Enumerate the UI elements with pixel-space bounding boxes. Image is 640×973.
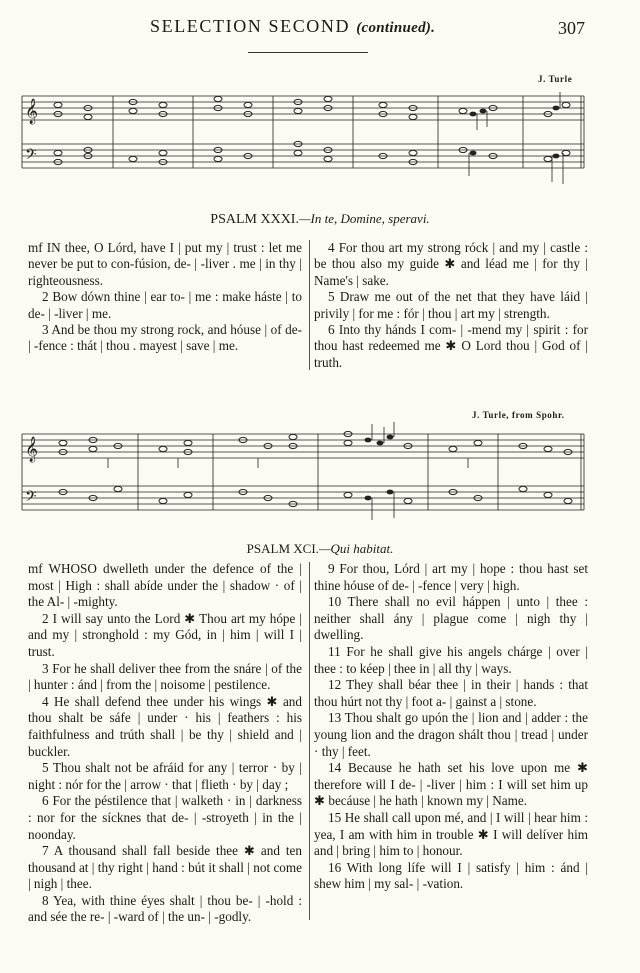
psalm91-verse-13: 13 Thou shalt go upón the | lion and | adder : the young lion and the dragon shált thou | tread | under · thy | feet. — [314, 710, 588, 759]
psalm91-verse-2: 2 I will say unto the Lord ✱ Thou art my hópe | and my | stronghold : my Gód, in | him | will I | trust. — [28, 610, 302, 659]
psalm91-verse-4: 4 He shall defend thee under his wings ✱ and thou shalt be sáfe | under · his | feathers : his faithfulness and trúth shall | be thy | shield and | buckler. — [28, 693, 302, 759]
psalm31-right-column — [314, 240, 588, 371]
psalm91-verse-14: 14 Because he hath set his love upon me ✱ therefore will I de- | -liver | him : I will set him up ✱ becáuse | he hath | known my | Name. — [314, 760, 588, 809]
psalm31-verse-6: 6 Into thy hánds I com- | -mend my | spirit : for thou hast redeemed me ✱ O Lord thou | God of | truth. — [314, 322, 588, 370]
psalm31-verse-3: 3 And be thou my strong rock, and hóuse | of de- | -fence : thát | thou . mayest | save | me. — [28, 322, 302, 354]
psalm31-verse-1: mf IN thee, O Lórd, have I | put my | trust : let me never be put to con-fúsion, de- | -liver . me | in thy | righteousness. — [28, 240, 302, 288]
psalm91-verse-12: 12 They shall béar thee | in their | hands : that thou húrt not thy | foot a- | gainst a | stone. — [314, 677, 588, 709]
psalm91-right-column — [314, 561, 588, 893]
psalm91-verse-1: mf WHOSO dwelleth under the defence of the | most | High : shall abíde under the | shadow · of | the Al- | -mighty. — [28, 561, 302, 610]
page-number: 307 — [558, 18, 585, 38]
psalm91-verse-10: 10 There shall no evil háppen | unto | thee : neither shall ány | plague come | nigh thy | dwelling. — [314, 594, 588, 643]
tune1-music-staff — [18, 86, 588, 190]
psalm31-verse-4: 4 For thou art my strong róck | and my | castle : be thou also my guide ✱ and léad me | for thy | Name's | sake. — [314, 240, 588, 288]
psalm91-verse-15: 15 He shall call upon mé, and | I will | hear him : yea, I am with him in trouble ✱ I will delíver him and | bring | him to | honour. — [314, 809, 588, 859]
psalm91-verse-9: 9 For thou, Lórd | art my | hope : thou hast set thine hóuse of de- | -fence | very | high. — [314, 561, 588, 593]
column-divider — [309, 240, 310, 370]
svg-text:𝄞: 𝄞 — [25, 436, 39, 461]
column-divider — [309, 562, 310, 920]
page-header — [0, 12, 640, 40]
psalm91-verse-3: 3 For he shall deliver thee from the snáre | of the | hunter : ánd | from the | noisome | pestilence. — [28, 660, 302, 693]
svg-text:𝄢: 𝄢 — [25, 488, 37, 508]
psalm31-verse-2: 2 Bow dówn thine | ear to- | me : make háste | to de- | -liver | me. — [28, 289, 302, 321]
psalm91-verse-11: 11 For he shall give his angels chárge | over | thee : to kéep | thee in | all thy | ways. — [314, 643, 588, 676]
psalm31-heading: PSALM XXXI.—In te, Domine, speravi. — [210, 211, 430, 227]
psalm91-heading: PSALM XCI.—Qui habitat. — [246, 541, 394, 556]
psalm31-left-column — [28, 240, 302, 355]
psalm91-verse-16: 16 With long lífe will I | satisfy | him : ánd | shew him | my sal- | -vation. — [314, 859, 588, 892]
title-suffix: (continued). — [356, 20, 436, 36]
tune1-composer: J. Turle — [538, 74, 573, 84]
psalm91-left-column — [28, 561, 302, 926]
psalm91-verse-5: 5 Thou shalt not be afráid for any | terror · by | night : nór for the | arrow · that | flieth · by | day ; — [28, 760, 302, 792]
psalm31-verse-5: 5 Draw me out of the net that they have láid | privily | for me : fór | thou | art my | strength. — [314, 289, 588, 321]
svg-text:𝄞: 𝄞 — [25, 98, 39, 123]
svg-text:𝄢: 𝄢 — [25, 146, 37, 166]
tune2-music-staff — [18, 422, 588, 530]
psalm91-verse-7: 7 A thousand shall fall beside thee ✱ and ten thousand at | thy right | hand : bút it shall | not come | nigh | thee. — [28, 843, 302, 892]
psalm91-verse-8: 8 Yea, with thine éyes shalt | thou be- | -hold : and sée the re- | -ward of | the un- | -godly. — [28, 892, 302, 925]
psalm91-verse-6: 6 For the péstilence that | walketh · in | darkness : nor for the sícknes that de- | -stroyeth | in the | noonday. — [28, 793, 302, 842]
page-title: SELECTION SECOND (continued). — [150, 16, 436, 36]
tune2-composer: J. Turle, from Spohr. — [472, 410, 565, 420]
header-rule — [248, 52, 368, 53]
